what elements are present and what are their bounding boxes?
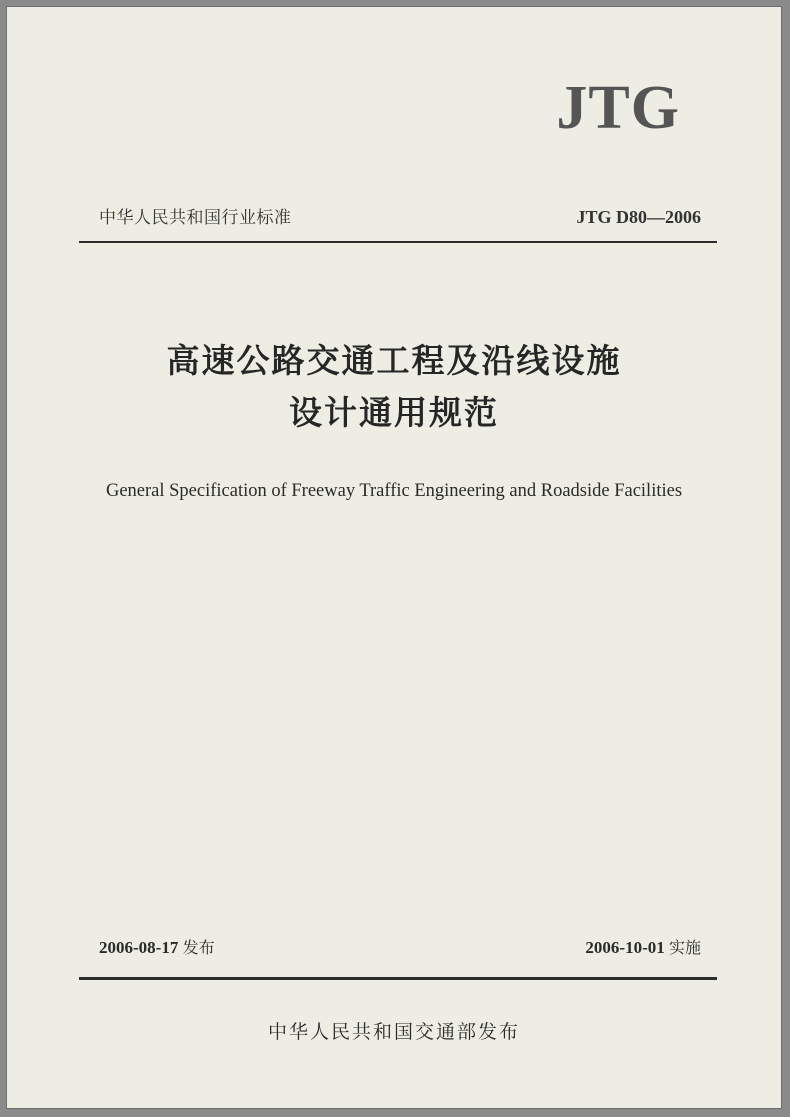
document-cover [6,6,782,1109]
jtg-logo: JTG [556,74,680,142]
standard-number: JTG D80—2006 [576,207,701,227]
dates-row [79,935,717,958]
header-divider [79,241,717,243]
title-zh-line2: 设计通用规范 [289,393,499,432]
title-zh-line1: 高速公路交通工程及沿线设施 [166,341,622,380]
title-english: General Specification of Freeway Traffic Engineering and Roadside Facilities [105,481,683,501]
publisher: 中华人民共和国交通部发布 [267,1021,520,1043]
effective-date-value: 2006-10-01 [585,938,665,957]
standard-category: 中华人民共和国行业标准 [99,208,292,228]
header-row [79,203,717,228]
footer-divider [79,977,717,980]
issue-date-label: 发布 [182,938,215,957]
effective-date [585,935,717,958]
effective-date-label: 实施 [668,938,701,957]
issue-date-value: 2006-08-17 [99,938,179,957]
issue-date [79,935,215,958]
